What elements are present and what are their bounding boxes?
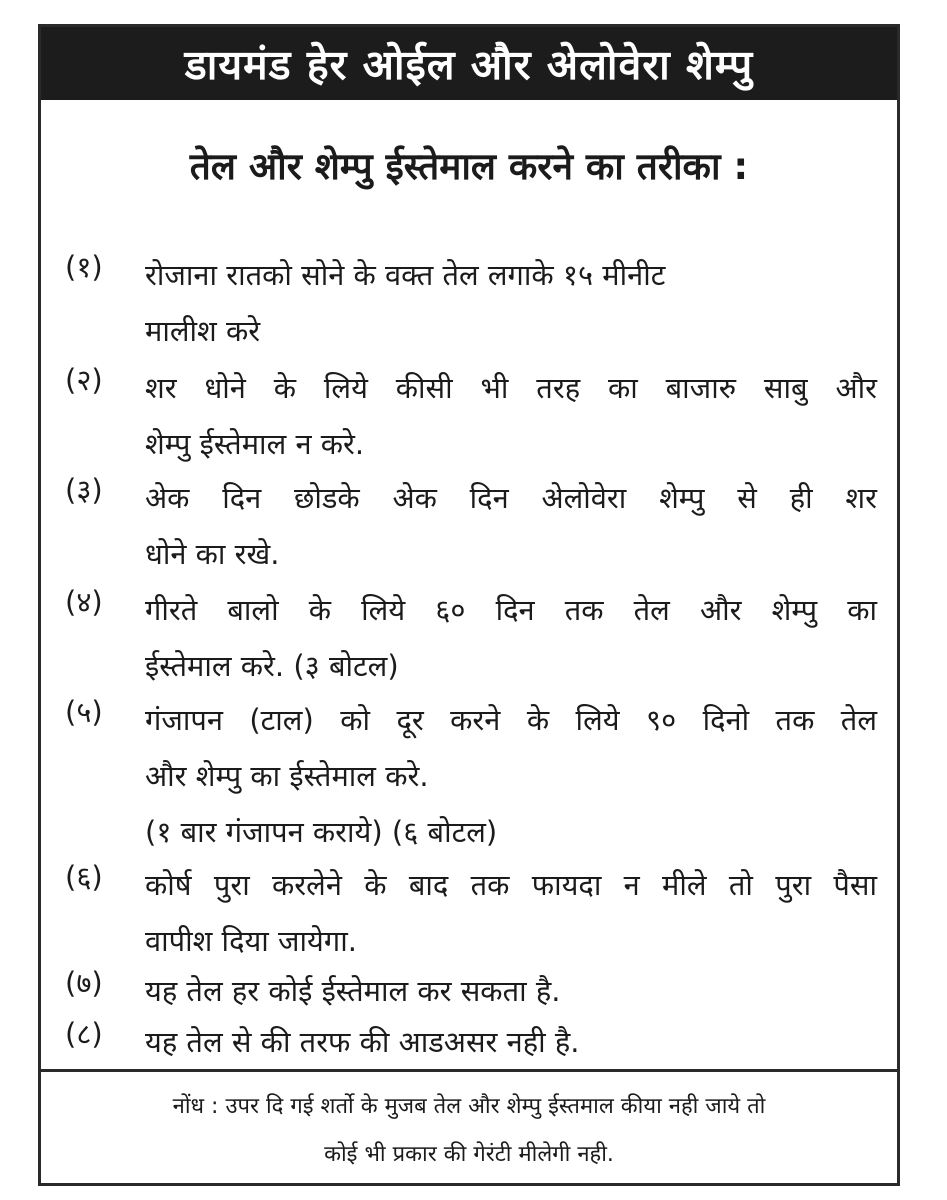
instruction-text-line: शेम्पु ईस्तेमाल न करे.	[145, 427, 365, 461]
disclaimer-note	[41, 1083, 897, 1179]
instruction-text-line: ईस्तेमाल करे. (३ बोटल)	[145, 649, 399, 683]
note-line: कोई भी प्रकार की गेरंटी मीलेगी नही.	[324, 1142, 614, 1167]
instruction-text-line: धोने का रखे.	[145, 537, 280, 571]
instruction-text-line: शर धोने के लिये कीसी भी तरह का बाजारु साबु और	[145, 371, 877, 405]
note-line: नोंध : उपर दि गई शर्तो के मुजब तेल और शेम्पु ईस्तमाल कीया नही जाये तो	[172, 1094, 766, 1119]
instruction-text-line: और शेम्पु का ईस्तेमाल करे.	[145, 759, 429, 793]
instruction-text-line: कोर्ष पुरा करलेने के बाद तक फायदा न मीले तो पुरा पैसा	[145, 868, 877, 902]
document-frame	[38, 24, 900, 1186]
instruction-number: (६)	[65, 860, 103, 894]
instruction-text-line: यह तेल से की तरफ की आडअसर नही है.	[145, 1025, 580, 1059]
instruction-number: (३)	[65, 473, 103, 507]
instruction-text-line: मालीश करे	[145, 314, 261, 348]
note-divider	[41, 1069, 897, 1072]
instruction-number: (८)	[65, 1017, 103, 1051]
instruction-text-line: गीरते बालो के लिये ६० दिन तक तेल और शेम्पु का	[145, 593, 877, 627]
document-title: डायमंड हेर ओईल और अेलोवेरा शेम्पु	[41, 27, 897, 100]
instruction-number: (१)	[65, 250, 103, 284]
instruction-text-line: (१ बार गंजापन कराये) (६ बोटल)	[145, 815, 498, 849]
document-subtitle: तेल और शेम्पु ईस्तेमाल करने का तरीका :	[189, 145, 749, 188]
instruction-number: (२)	[65, 363, 103, 397]
instruction-text-line: अेक दिन छोडके अेक दिन अेलोवेरा शेम्पु से ही शर	[145, 481, 877, 515]
instruction-number: (५)	[65, 695, 103, 729]
instruction-text-line: वापीश दिया जायेगा.	[145, 924, 357, 958]
instruction-number: (७)	[65, 966, 103, 1000]
instruction-number: (४)	[65, 585, 103, 619]
instruction-text-line: यह तेल हर कोई ईस्तेमाल कर सकता है.	[145, 974, 561, 1008]
instruction-text-line: रोजाना रातको सोने के वक्त तेल लगाके १५ मीनीट	[145, 258, 666, 292]
instruction-text-line: गंजापन (टाल) को दूर करने के लिये ९० दिनो तक तेल	[145, 703, 877, 737]
